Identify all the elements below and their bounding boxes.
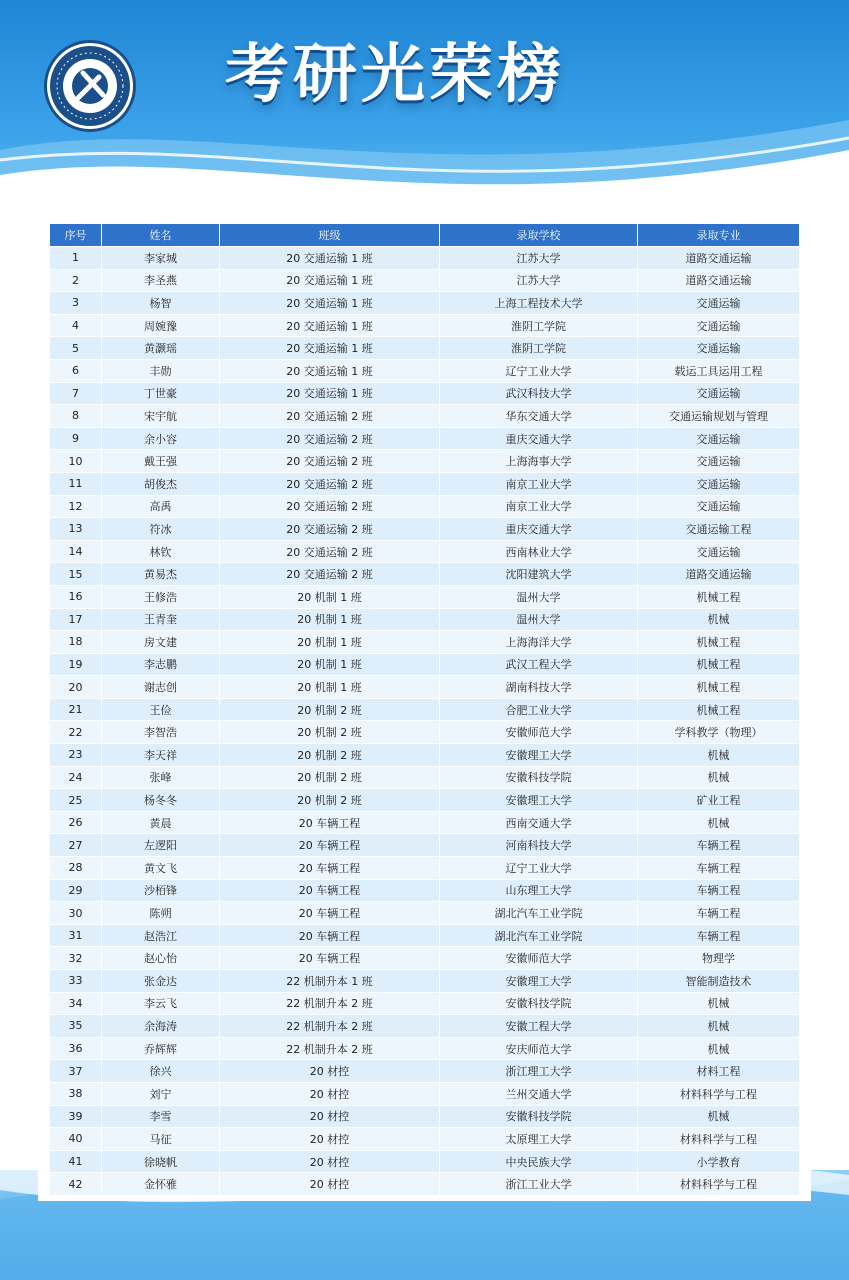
table-row bbox=[50, 947, 800, 970]
table-row bbox=[50, 314, 800, 337]
column-header-school: 录取学校 bbox=[440, 224, 638, 247]
cell-school: 安徽科技学院 bbox=[440, 766, 638, 789]
table-row bbox=[50, 450, 800, 473]
cell-major: 机械工程 bbox=[638, 676, 800, 699]
cell-major: 车辆工程 bbox=[638, 924, 800, 947]
cell-class: 20 车辆工程 bbox=[220, 834, 440, 857]
cell-major: 机械工程 bbox=[638, 585, 800, 608]
cell-major: 道路交通运输 bbox=[638, 269, 800, 292]
table-row bbox=[50, 721, 800, 744]
cell-school: 南京工业大学 bbox=[440, 495, 638, 518]
cell-major: 材料科学与工程 bbox=[638, 1173, 800, 1196]
table-row bbox=[50, 1082, 800, 1105]
cell-name: 李智浩 bbox=[102, 721, 220, 744]
cell-name: 李志鹏 bbox=[102, 653, 220, 676]
table-row bbox=[50, 744, 800, 767]
table-row bbox=[50, 585, 800, 608]
cell-class: 20 交通运输 2 班 bbox=[220, 427, 440, 450]
cell-school: 西南林业大学 bbox=[440, 540, 638, 563]
cell-major: 机械 bbox=[638, 766, 800, 789]
cell-major: 机械 bbox=[638, 744, 800, 767]
cell-school: 沈阳建筑大学 bbox=[440, 563, 638, 586]
cell-name: 金怀雅 bbox=[102, 1173, 220, 1196]
cell-name: 符冰 bbox=[102, 518, 220, 541]
cell-name: 张峰 bbox=[102, 766, 220, 789]
table-row bbox=[50, 992, 800, 1015]
cell-major: 机械 bbox=[638, 992, 800, 1015]
cell-name: 沙栢锋 bbox=[102, 879, 220, 902]
column-header-major: 录取专业 bbox=[638, 224, 800, 247]
cell-school: 淮阴工学院 bbox=[440, 337, 638, 360]
cell-school: 温州大学 bbox=[440, 608, 638, 631]
cell-school: 武汉工程大学 bbox=[440, 653, 638, 676]
table-row bbox=[50, 1060, 800, 1083]
cell-index: 28 bbox=[50, 857, 102, 880]
column-header-class: 班级 bbox=[220, 224, 440, 247]
cell-index: 34 bbox=[50, 992, 102, 1015]
column-header-index: 序号 bbox=[50, 224, 102, 247]
cell-index: 3 bbox=[50, 292, 102, 315]
cell-index: 12 bbox=[50, 495, 102, 518]
cell-name: 黄晨 bbox=[102, 811, 220, 834]
table-row bbox=[50, 563, 800, 586]
cell-name: 王修浩 bbox=[102, 585, 220, 608]
cell-index: 8 bbox=[50, 405, 102, 428]
cell-index: 14 bbox=[50, 540, 102, 563]
cell-name: 王青奎 bbox=[102, 608, 220, 631]
cell-name: 余小容 bbox=[102, 427, 220, 450]
cell-index: 35 bbox=[50, 1015, 102, 1038]
cell-name: 周婉豫 bbox=[102, 314, 220, 337]
cell-name: 李云飞 bbox=[102, 992, 220, 1015]
table-row bbox=[50, 427, 800, 450]
cell-index: 42 bbox=[50, 1173, 102, 1196]
cell-school: 上海工程技术大学 bbox=[440, 292, 638, 315]
cell-name: 黄灏瑶 bbox=[102, 337, 220, 360]
cell-school: 辽宁工业大学 bbox=[440, 359, 638, 382]
cell-name: 高禹 bbox=[102, 495, 220, 518]
cell-class: 20 机制 2 班 bbox=[220, 744, 440, 767]
cell-class: 20 机制 1 班 bbox=[220, 608, 440, 631]
cell-class: 20 车辆工程 bbox=[220, 947, 440, 970]
cell-school: 安徽工程大学 bbox=[440, 1015, 638, 1038]
cell-name: 刘宁 bbox=[102, 1082, 220, 1105]
cell-major: 材料科学与工程 bbox=[638, 1128, 800, 1151]
cell-name: 李雪 bbox=[102, 1105, 220, 1128]
cell-class: 20 车辆工程 bbox=[220, 811, 440, 834]
column-header-name: 姓名 bbox=[102, 224, 220, 247]
table-row bbox=[50, 518, 800, 541]
cell-class: 20 交通运输 2 班 bbox=[220, 518, 440, 541]
cell-name: 黄文飞 bbox=[102, 857, 220, 880]
cell-school: 辽宁工业大学 bbox=[440, 857, 638, 880]
college-logo bbox=[44, 40, 136, 132]
cell-index: 25 bbox=[50, 789, 102, 812]
cell-class: 20 材控 bbox=[220, 1150, 440, 1173]
cell-index: 22 bbox=[50, 721, 102, 744]
cell-class: 20 材控 bbox=[220, 1173, 440, 1196]
cell-school: 华东交通大学 bbox=[440, 405, 638, 428]
table-row bbox=[50, 292, 800, 315]
table-row bbox=[50, 1037, 800, 1060]
cell-class: 20 机制 2 班 bbox=[220, 698, 440, 721]
cell-index: 24 bbox=[50, 766, 102, 789]
cell-major: 交通运输 bbox=[638, 427, 800, 450]
cell-name: 宋宇航 bbox=[102, 405, 220, 428]
cell-major: 机械 bbox=[638, 811, 800, 834]
cell-major: 材料工程 bbox=[638, 1060, 800, 1083]
cell-class: 20 机制 1 班 bbox=[220, 631, 440, 654]
cell-school: 西南交通大学 bbox=[440, 811, 638, 834]
cell-class: 20 车辆工程 bbox=[220, 902, 440, 925]
cell-index: 16 bbox=[50, 585, 102, 608]
cell-class: 20 机制 1 班 bbox=[220, 676, 440, 699]
cell-major: 机械 bbox=[638, 1105, 800, 1128]
cell-class: 20 机制 1 班 bbox=[220, 653, 440, 676]
table-row bbox=[50, 1015, 800, 1038]
cell-name: 李天祥 bbox=[102, 744, 220, 767]
table-row bbox=[50, 970, 800, 993]
cell-name: 赵浩江 bbox=[102, 924, 220, 947]
cell-index: 1 bbox=[50, 247, 102, 270]
cell-index: 29 bbox=[50, 879, 102, 902]
cell-major: 交通运输 bbox=[638, 337, 800, 360]
cell-index: 39 bbox=[50, 1105, 102, 1128]
cell-major: 载运工具运用工程 bbox=[638, 359, 800, 382]
cell-school: 安徽师范大学 bbox=[440, 947, 638, 970]
table-row bbox=[50, 1128, 800, 1151]
cell-index: 23 bbox=[50, 744, 102, 767]
cell-index: 36 bbox=[50, 1037, 102, 1060]
table-row bbox=[50, 676, 800, 699]
cell-school: 安庆师范大学 bbox=[440, 1037, 638, 1060]
table-row bbox=[50, 902, 800, 925]
cell-school: 温州大学 bbox=[440, 585, 638, 608]
table-row bbox=[50, 789, 800, 812]
cell-school: 安徽科技学院 bbox=[440, 1105, 638, 1128]
cell-index: 17 bbox=[50, 608, 102, 631]
cell-class: 20 交通运输 2 班 bbox=[220, 472, 440, 495]
cell-class: 20 车辆工程 bbox=[220, 924, 440, 947]
cell-major: 机械工程 bbox=[638, 653, 800, 676]
cell-name: 胡俊杰 bbox=[102, 472, 220, 495]
table-row bbox=[50, 857, 800, 880]
cell-index: 4 bbox=[50, 314, 102, 337]
cell-name: 杨智 bbox=[102, 292, 220, 315]
cell-school: 安徽理工大学 bbox=[440, 970, 638, 993]
cell-school: 太原理工大学 bbox=[440, 1128, 638, 1151]
cell-school: 浙江理工大学 bbox=[440, 1060, 638, 1083]
table-row bbox=[50, 653, 800, 676]
cell-school: 安徽理工大学 bbox=[440, 744, 638, 767]
cell-class: 20 交通运输 2 班 bbox=[220, 540, 440, 563]
table-row bbox=[50, 924, 800, 947]
cell-major: 交通运输 bbox=[638, 495, 800, 518]
cell-major: 学科教学（物理） bbox=[638, 721, 800, 744]
cell-major: 道路交通运输 bbox=[638, 563, 800, 586]
cell-major: 道路交通运输 bbox=[638, 247, 800, 270]
cell-major: 车辆工程 bbox=[638, 902, 800, 925]
cell-index: 10 bbox=[50, 450, 102, 473]
cell-name: 谢志创 bbox=[102, 676, 220, 699]
cell-index: 38 bbox=[50, 1082, 102, 1105]
cell-name: 戴王强 bbox=[102, 450, 220, 473]
table-row bbox=[50, 631, 800, 654]
cell-index: 13 bbox=[50, 518, 102, 541]
cell-class: 20 机制 2 班 bbox=[220, 721, 440, 744]
table-row bbox=[50, 879, 800, 902]
table-row bbox=[50, 811, 800, 834]
gear-wrench-logo-icon bbox=[47, 43, 133, 129]
admission-table bbox=[49, 223, 800, 1196]
cell-school: 上海海洋大学 bbox=[440, 631, 638, 654]
cell-class: 20 交通运输 1 班 bbox=[220, 314, 440, 337]
cell-major: 机械工程 bbox=[638, 698, 800, 721]
cell-major: 机械 bbox=[638, 1015, 800, 1038]
cell-class: 20 机制 2 班 bbox=[220, 789, 440, 812]
cell-class: 20 交通运输 2 班 bbox=[220, 495, 440, 518]
cell-index: 2 bbox=[50, 269, 102, 292]
cell-school: 淮阴工学院 bbox=[440, 314, 638, 337]
cell-class: 20 交通运输 1 班 bbox=[220, 337, 440, 360]
table-row bbox=[50, 382, 800, 405]
table-row bbox=[50, 269, 800, 292]
cell-major: 机械 bbox=[638, 1037, 800, 1060]
cell-index: 26 bbox=[50, 811, 102, 834]
cell-major: 机械 bbox=[638, 608, 800, 631]
cell-index: 40 bbox=[50, 1128, 102, 1151]
cell-class: 20 交通运输 1 班 bbox=[220, 247, 440, 270]
cell-school: 安徽理工大学 bbox=[440, 789, 638, 812]
cell-major: 交通运输 bbox=[638, 540, 800, 563]
cell-school: 上海海事大学 bbox=[440, 450, 638, 473]
cell-school: 安徽师范大学 bbox=[440, 721, 638, 744]
cell-class: 20 机制 2 班 bbox=[220, 766, 440, 789]
table-body bbox=[50, 247, 800, 1196]
cell-name: 李家城 bbox=[102, 247, 220, 270]
cell-name: 黄易杰 bbox=[102, 563, 220, 586]
cell-index: 32 bbox=[50, 947, 102, 970]
cell-class: 20 车辆工程 bbox=[220, 857, 440, 880]
cell-school: 湖南科技大学 bbox=[440, 676, 638, 699]
table-row bbox=[50, 495, 800, 518]
cell-class: 20 交通运输 1 班 bbox=[220, 382, 440, 405]
cell-index: 33 bbox=[50, 970, 102, 993]
cell-class: 22 机制升本 2 班 bbox=[220, 992, 440, 1015]
cell-school: 兰州交通大学 bbox=[440, 1082, 638, 1105]
cell-name: 左逻阳 bbox=[102, 834, 220, 857]
cell-class: 22 机制升本 2 班 bbox=[220, 1037, 440, 1060]
cell-name: 赵心怡 bbox=[102, 947, 220, 970]
cell-index: 15 bbox=[50, 563, 102, 586]
cell-school: 合肥工业大学 bbox=[440, 698, 638, 721]
cell-class: 20 交通运输 1 班 bbox=[220, 269, 440, 292]
table-row bbox=[50, 405, 800, 428]
cell-school: 江苏大学 bbox=[440, 247, 638, 270]
cell-name: 余海涛 bbox=[102, 1015, 220, 1038]
cell-major: 物理学 bbox=[638, 947, 800, 970]
cell-index: 21 bbox=[50, 698, 102, 721]
cell-class: 20 交通运输 2 班 bbox=[220, 405, 440, 428]
cell-index: 27 bbox=[50, 834, 102, 857]
cell-major: 矿业工程 bbox=[638, 789, 800, 812]
cell-school: 中央民族大学 bbox=[440, 1150, 638, 1173]
cell-name: 丁世豪 bbox=[102, 382, 220, 405]
cell-index: 19 bbox=[50, 653, 102, 676]
cell-school: 湖北汽车工业学院 bbox=[440, 924, 638, 947]
table-row bbox=[50, 766, 800, 789]
table-row bbox=[50, 337, 800, 360]
cell-index: 5 bbox=[50, 337, 102, 360]
cell-name: 房文建 bbox=[102, 631, 220, 654]
table-row bbox=[50, 834, 800, 857]
cell-major: 智能制造技术 bbox=[638, 970, 800, 993]
cell-school: 浙江工业大学 bbox=[440, 1173, 638, 1196]
cell-class: 20 交通运输 2 班 bbox=[220, 563, 440, 586]
cell-class: 20 机制 1 班 bbox=[220, 585, 440, 608]
cell-major: 车辆工程 bbox=[638, 834, 800, 857]
page-title: 考研光荣榜 bbox=[225, 38, 565, 112]
cell-name: 张金达 bbox=[102, 970, 220, 993]
cell-major: 交通运输 bbox=[638, 314, 800, 337]
cell-name: 杨冬冬 bbox=[102, 789, 220, 812]
cell-index: 18 bbox=[50, 631, 102, 654]
cell-major: 机械工程 bbox=[638, 631, 800, 654]
cell-name: 马征 bbox=[102, 1128, 220, 1151]
cell-school: 河南科技大学 bbox=[440, 834, 638, 857]
cell-name: 林钦 bbox=[102, 540, 220, 563]
honor-board bbox=[38, 211, 811, 1201]
cell-name: 王俭 bbox=[102, 698, 220, 721]
cell-major: 交通运输 bbox=[638, 450, 800, 473]
table-row bbox=[50, 1150, 800, 1173]
cell-major: 交通运输规划与管理 bbox=[638, 405, 800, 428]
table-row bbox=[50, 608, 800, 631]
table-row bbox=[50, 1173, 800, 1196]
cell-class: 20 交通运输 2 班 bbox=[220, 450, 440, 473]
table-row bbox=[50, 1105, 800, 1128]
cell-class: 20 车辆工程 bbox=[220, 879, 440, 902]
cell-name: 丰勋 bbox=[102, 359, 220, 382]
cell-class: 20 交通运输 1 班 bbox=[220, 292, 440, 315]
cell-index: 20 bbox=[50, 676, 102, 699]
cell-index: 30 bbox=[50, 902, 102, 925]
cell-major: 交通运输 bbox=[638, 382, 800, 405]
cell-name: 陈朔 bbox=[102, 902, 220, 925]
cell-school: 重庆交通大学 bbox=[440, 427, 638, 450]
table-row bbox=[50, 540, 800, 563]
cell-class: 20 材控 bbox=[220, 1060, 440, 1083]
cell-name: 徐兴 bbox=[102, 1060, 220, 1083]
cell-major: 交通运输 bbox=[638, 292, 800, 315]
table-header-row bbox=[50, 224, 800, 247]
cell-major: 车辆工程 bbox=[638, 879, 800, 902]
cell-major: 交通运输工程 bbox=[638, 518, 800, 541]
table-row bbox=[50, 247, 800, 270]
cell-class: 20 交通运输 1 班 bbox=[220, 359, 440, 382]
cell-class: 22 机制升本 1 班 bbox=[220, 970, 440, 993]
cell-name: 徐晓帆 bbox=[102, 1150, 220, 1173]
cell-school: 江苏大学 bbox=[440, 269, 638, 292]
cell-school: 安徽科技学院 bbox=[440, 992, 638, 1015]
table-row bbox=[50, 359, 800, 382]
cell-school: 武汉科技大学 bbox=[440, 382, 638, 405]
cell-school: 重庆交通大学 bbox=[440, 518, 638, 541]
cell-class: 20 材控 bbox=[220, 1082, 440, 1105]
cell-index: 7 bbox=[50, 382, 102, 405]
cell-class: 20 材控 bbox=[220, 1105, 440, 1128]
cell-index: 11 bbox=[50, 472, 102, 495]
cell-index: 31 bbox=[50, 924, 102, 947]
table-row bbox=[50, 698, 800, 721]
cell-index: 41 bbox=[50, 1150, 102, 1173]
cell-class: 20 材控 bbox=[220, 1128, 440, 1151]
cell-major: 材料科学与工程 bbox=[638, 1082, 800, 1105]
cell-school: 山东理工大学 bbox=[440, 879, 638, 902]
cell-name: 李圣燕 bbox=[102, 269, 220, 292]
cell-name: 乔辉辉 bbox=[102, 1037, 220, 1060]
cell-school: 湖北汽车工业学院 bbox=[440, 902, 638, 925]
cell-class: 22 机制升本 2 班 bbox=[220, 1015, 440, 1038]
cell-index: 6 bbox=[50, 359, 102, 382]
table-row bbox=[50, 472, 800, 495]
cell-index: 9 bbox=[50, 427, 102, 450]
cell-major: 小学教育 bbox=[638, 1150, 800, 1173]
cell-index: 37 bbox=[50, 1060, 102, 1083]
cell-school: 南京工业大学 bbox=[440, 472, 638, 495]
cell-major: 交通运输 bbox=[638, 472, 800, 495]
cell-major: 车辆工程 bbox=[638, 857, 800, 880]
